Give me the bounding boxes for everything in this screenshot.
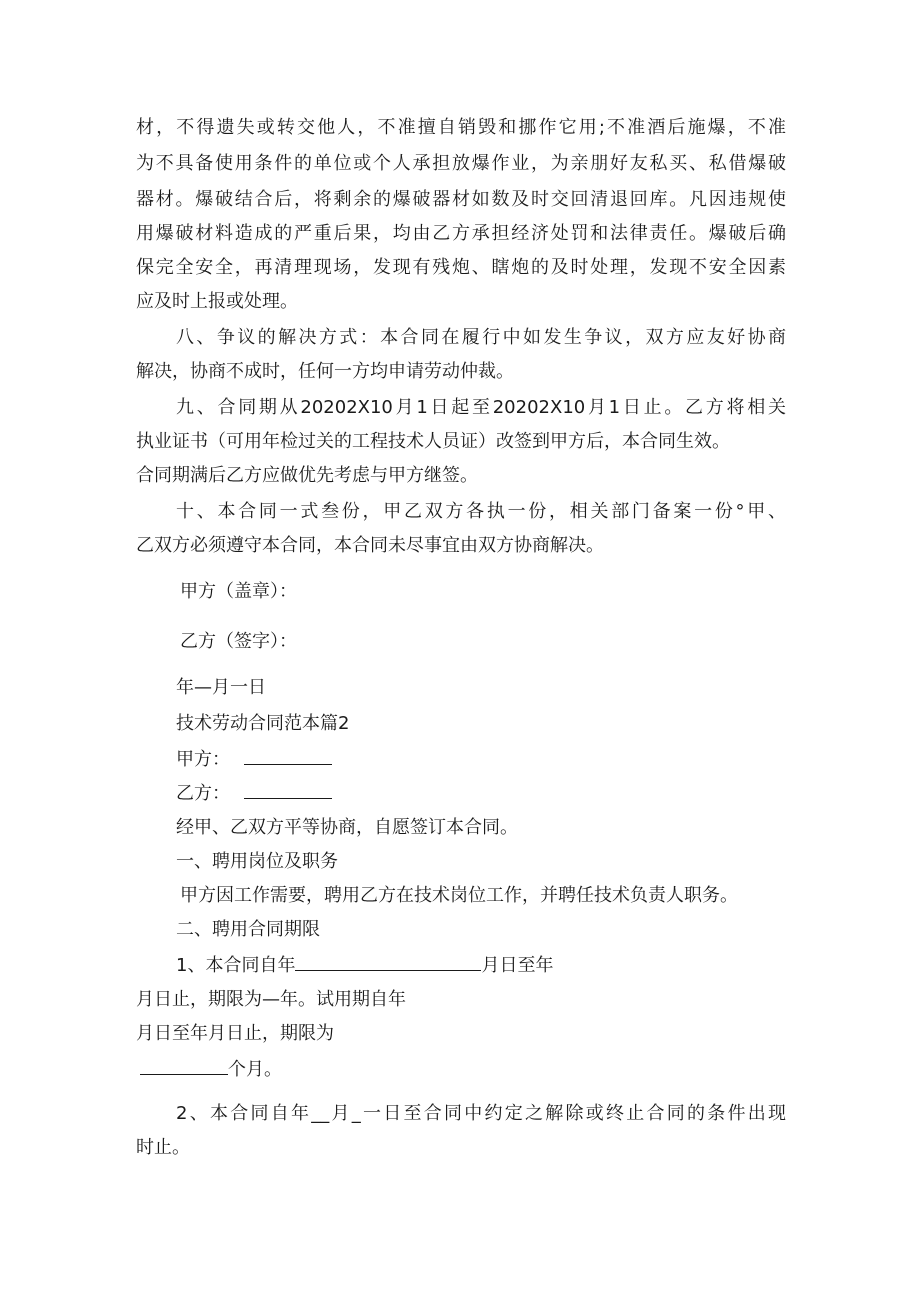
- paragraph-9-line-3: 合同期满后乙方应做优先考虑与甲方继签。: [136, 465, 478, 486]
- heading-1: 一、聘用岗位及职务: [176, 851, 338, 872]
- section-title: 技术劳动合同范本篇2: [176, 713, 350, 734]
- paragraph-7-line-5: 保完全安全，再清理现场，发现有残炮、瞎炮的及时处理，发现不安全因素: [136, 257, 786, 278]
- signature-party-b: 乙方（签字）：: [180, 631, 297, 652]
- clause-1-line-3: 月日至年月日止，期限为: [136, 1023, 334, 1044]
- clause-2-line-1: 2、本合同自年__月_一日至合同中约定之解除或终止合同的条件出现: [176, 1103, 786, 1124]
- signature-party-a: 甲方（盖章）：: [180, 581, 297, 602]
- signature-date: 年—月一日: [176, 677, 266, 698]
- clause-2-line-2: 时止。: [136, 1137, 190, 1158]
- paragraph-9-line-2: 执业证书（可用年检过关的工程技术人员证）改签到甲方后，本合同生效。: [136, 431, 730, 452]
- clause-1-month-label: 个月。: [228, 1059, 282, 1080]
- party-b-line: [176, 780, 332, 806]
- clause-1-month-blank: [140, 1056, 228, 1075]
- clause-1-text-a: 1、本合同自年: [176, 955, 296, 976]
- heading-1-body: 甲方因工作需要，聘用乙方在技术岗位工作，并聘任技术负责人职务。: [180, 885, 738, 906]
- paragraph-7-line-2: 为不具备使用条件的单位或个人承担放爆作业，为亲朋好友私买、私借爆破: [136, 153, 786, 174]
- clause-1-line-4: [140, 1056, 282, 1082]
- paragraph-8-line-2: 解决，协商不成时，任何一方均申请劳动仲裁。: [136, 361, 514, 382]
- clause-1-line-2: 月日止，期限为—年。试用期自年: [136, 989, 406, 1010]
- clause-1-text-b: 月日至年: [481, 955, 554, 976]
- paragraph-8-line-1: 八、争议的解决方式：本合同在履行中如发生争议，双方应友好协商: [176, 327, 786, 348]
- heading-2: 二、聘用合同期限: [176, 919, 320, 940]
- paragraph-10-line-1: 十、本合同一式叁份，甲乙双方各执一份，相关部门备案一份°甲、: [176, 501, 786, 522]
- paragraph-10-line-2: 乙双方必须遵守本合同，本合同未尽事宜由双方协商解决。: [136, 535, 604, 556]
- party-b-label: 乙方：: [176, 783, 230, 804]
- paragraph-7-line-4: 用爆破材料造成的严重后果，均由乙方承担经济处罚和法律责任。爆破后确: [136, 223, 786, 244]
- paragraph-7-line-6: 应及时上报或处理。: [136, 291, 298, 312]
- paragraph-9-line-1: 九、合同期从20202X10月1日起至20202X10月1日止。乙方将相关: [176, 397, 786, 418]
- intro-line: 经甲、乙双方平等协商，自愿签订本合同。: [176, 817, 518, 838]
- clause-1-blank: [295, 952, 481, 971]
- paragraph-7-line-1: 材，不得遗失或转交他人，不准擅自销毁和挪作它用;不准酒后施爆，不准: [136, 117, 786, 138]
- party-a-line: [176, 746, 332, 772]
- party-b-blank: [244, 780, 332, 799]
- party-a-label: 甲方：: [176, 749, 230, 770]
- paragraph-7-line-3: 器材。爆破结合后，将剩余的爆破器材如数及时交回清退回库。凡因违规使: [136, 189, 786, 210]
- party-a-blank: [244, 746, 332, 765]
- clause-1-line-1: [176, 952, 553, 978]
